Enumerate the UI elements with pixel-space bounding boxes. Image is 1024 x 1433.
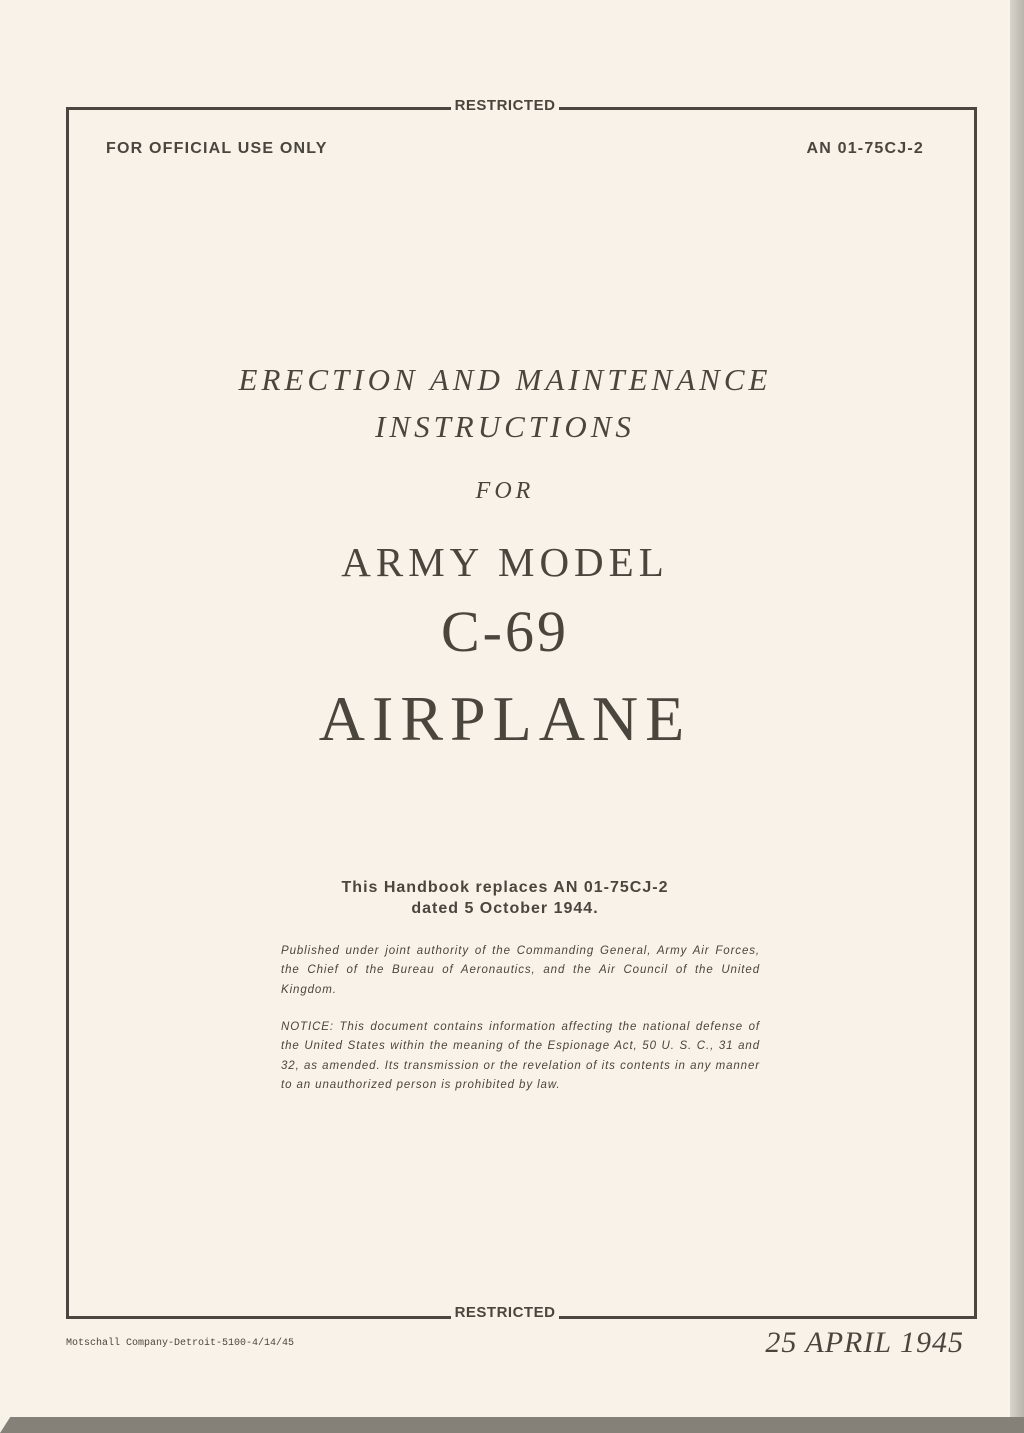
title-line-2: INSTRUCTIONS — [375, 409, 635, 444]
title-army-model: ARMY MODEL — [341, 539, 669, 585]
replaces-line-1: This Handbook replaces AN 01-75CJ-2 — [341, 879, 669, 896]
title-for: FOR — [475, 478, 535, 504]
page-edge-shadow-bottom — [0, 1417, 1024, 1433]
replaces-line-2: dated 5 October 1944. — [411, 900, 599, 917]
official-use-label: FOR OFFICIAL USE ONLY — [106, 140, 328, 157]
publication-date: 25 APRIL 1945 — [765, 1326, 964, 1359]
restricted-bottom-label — [0, 1304, 1010, 1321]
printer-imprint: Motschall Company-Detroit-5100-4/14/45 — [66, 1338, 295, 1349]
published-authority-paragraph: Published under joint authority of the Commanding General, Army Air Forces, the Chief of the Bureau of Aeronautics, and the Air Council of the United Kingdom. — [281, 945, 760, 996]
title-model-number: C-69 — [441, 599, 569, 664]
restricted-bottom-text: RESTRICTED — [451, 1304, 560, 1321]
document-number: AN 01-75CJ-2 — [806, 140, 924, 157]
title-line-1: ERECTION AND MAINTENANCE — [238, 362, 772, 397]
page-edge-shadow-right — [1010, 0, 1024, 1433]
restricted-top-label — [0, 97, 1010, 114]
espionage-notice-paragraph: NOTICE: This document contains information affecting the national defense of the United States within the meaning of the Espionage Act, 50 U. S. C., 31 and 32, as amended. Its transmission or the revelation of its contents in any manner to an unauthorized person is prohibited by law. — [281, 1021, 760, 1092]
restricted-top-text: RESTRICTED — [451, 97, 560, 114]
title-airplane: AIRPLANE — [318, 683, 692, 754]
replaces-notice — [0, 877, 1010, 919]
